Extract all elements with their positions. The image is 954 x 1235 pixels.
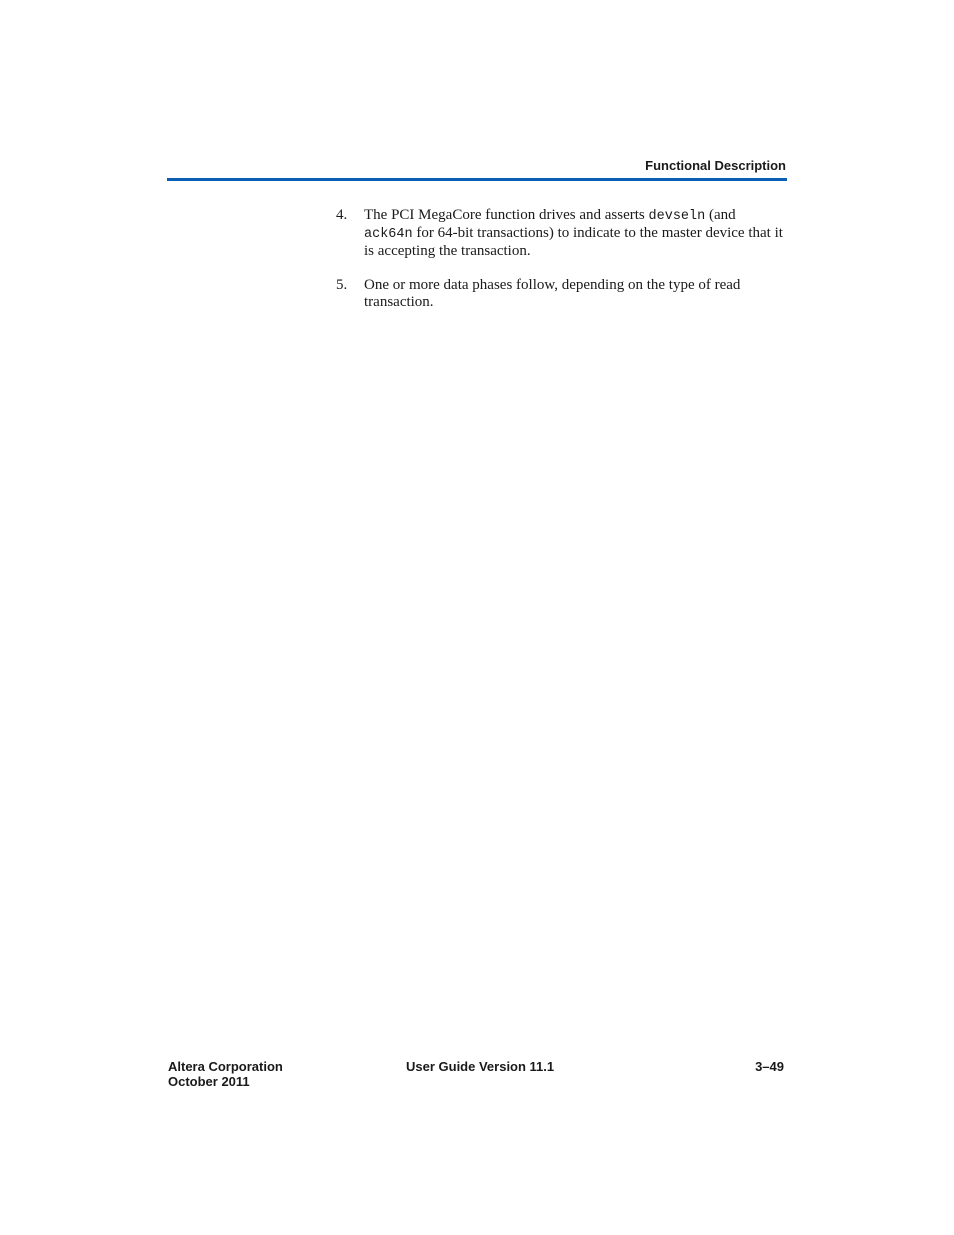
footer-guide-version: User Guide Version 11.1: [406, 1059, 555, 1074]
text-segment: The PCI MegaCore function drives and asserts: [364, 207, 649, 223]
footer-date: October 2011: [168, 1074, 250, 1089]
footer-page-number: 3–49: [755, 1059, 784, 1074]
list-item-text: [364, 207, 788, 260]
signal-name-devseln: devseln: [648, 209, 706, 224]
header-rule: [167, 178, 787, 181]
signal-name-ack64n: ack64n: [364, 227, 413, 242]
list-item: [336, 207, 788, 260]
list-item-number: 5.: [336, 277, 348, 293]
text-segment: for 64-bit transactions) to indicate to the master device that it is accepting the transaction.: [364, 225, 783, 259]
list-item-number: 4.: [336, 207, 348, 223]
list-item-text: One or more data phases follow, depending on the type of read transaction.: [364, 277, 741, 310]
numbered-list: [336, 207, 788, 328]
footer-company: Altera Corporation: [168, 1059, 283, 1074]
text-segment: (and: [705, 207, 736, 223]
footer-left: [168, 1059, 283, 1089]
running-header-title: Functional Description: [645, 158, 786, 173]
list-item: [336, 277, 788, 311]
